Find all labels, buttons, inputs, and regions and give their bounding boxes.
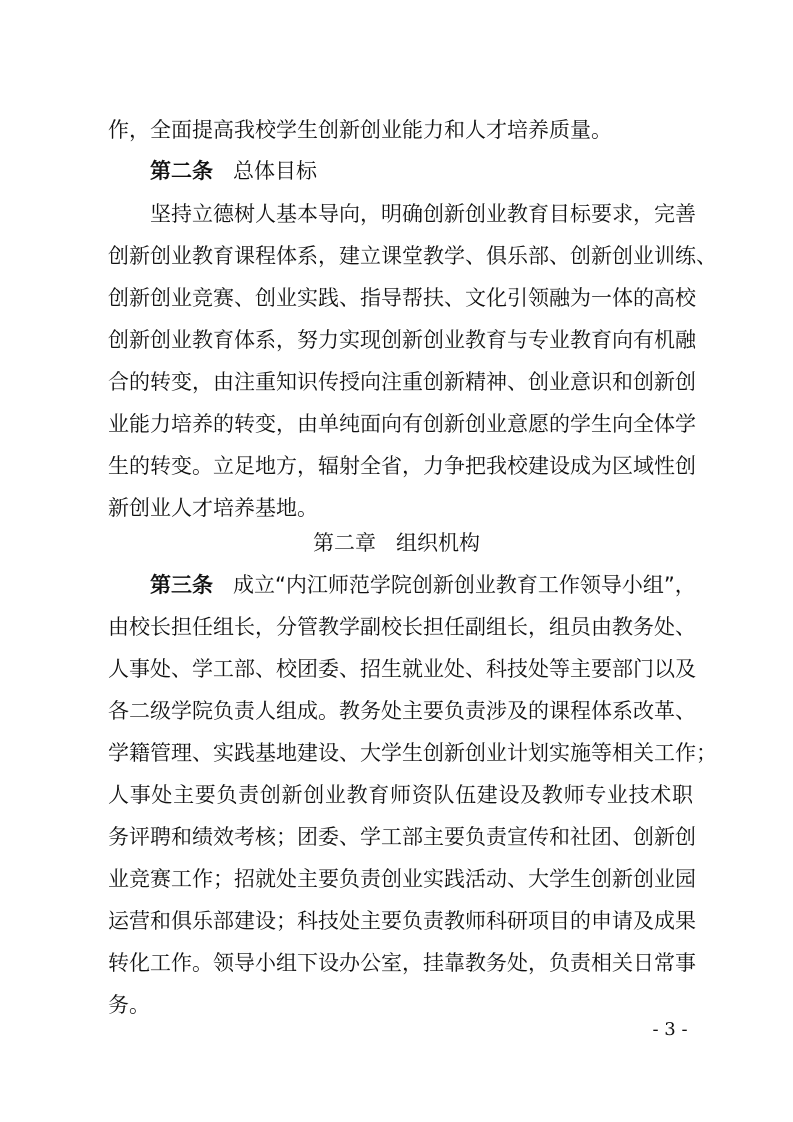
article-text: 成立“内江师范学院创新创业教育工作领导小组”， [233,573,696,597]
paragraph-line: 转化工作。领导小组下设办公室，挂靠教务处，负责相关日常事 [108,951,696,975]
page-number: - 3 - [652,1019,688,1040]
paragraph-line: 务。 [108,993,150,1017]
paragraph-line: 学籍管理、实践基地建设、大学生创新创业计划实施等相关工作； [108,741,717,765]
article-title: 总体目标 [233,159,317,183]
paragraph-line: 运营和俱乐部建设；科技处主要负责教师科研项目的申请及成果 [108,909,696,933]
paragraph-line: 坚持立德树人基本导向，明确创新创业教育目标要求，完善 [150,202,696,226]
paragraph-line: 业能力培养的转变，由单纯面向有创新创业意愿的学生向全体学 [108,412,696,436]
article-heading-2 [150,153,693,189]
paragraph-line: 新创业人才培养基地。 [108,496,318,520]
paragraph-line: 生的转变。立足地方，辐射全省，力争把我校建设成为区域性创 [108,454,696,478]
paragraph-line: 由校长担任组长，分管教学副校长担任副组长，组员由教务处、 [108,615,696,639]
paragraph-line: 创新创业竞赛、创业实践、指导帮扶、文化引领融为一体的高校 [108,286,696,310]
chapter-number: 第二章 [313,531,376,555]
paragraph-line: 作，全面提高我校学生创新创业能力和人才培养质量。 [108,118,612,142]
paragraph-line: 创新创业教育体系，努力实现创新创业教育与专业教育向有机融 [108,328,696,352]
paragraph-line: 业竞赛工作；招就处主要负责创业实践活动、大学生创新创业园 [108,867,696,891]
paragraph-line: 人事处主要负责创新创业教育师资队伍建设及教师专业技术职 [108,783,693,807]
article-heading-3 [150,567,696,603]
chapter-heading [0,525,793,561]
paragraph-line: 务评聘和绩效考核；团委、学工部主要负责宣传和社团、创新创 [108,825,696,849]
paragraph-line: 人事处、学工部、校团委、招生就业处、科技处等主要部门以及 [108,657,696,681]
article-number: 第三条 [150,573,213,597]
paragraph-line: 创新创业教育课程体系，建立课堂教学、俱乐部、创新创业训练、 [108,244,717,268]
article-number: 第二条 [150,159,213,183]
chapter-title: 组织机构 [396,531,480,555]
paragraph-line: 各二级学院负责人组成。教务处主要负责涉及的课程体系改革、 [108,699,696,723]
paragraph-line: 合的转变，由注重知识传授向注重创新精神、创业意识和创新创 [108,370,696,394]
